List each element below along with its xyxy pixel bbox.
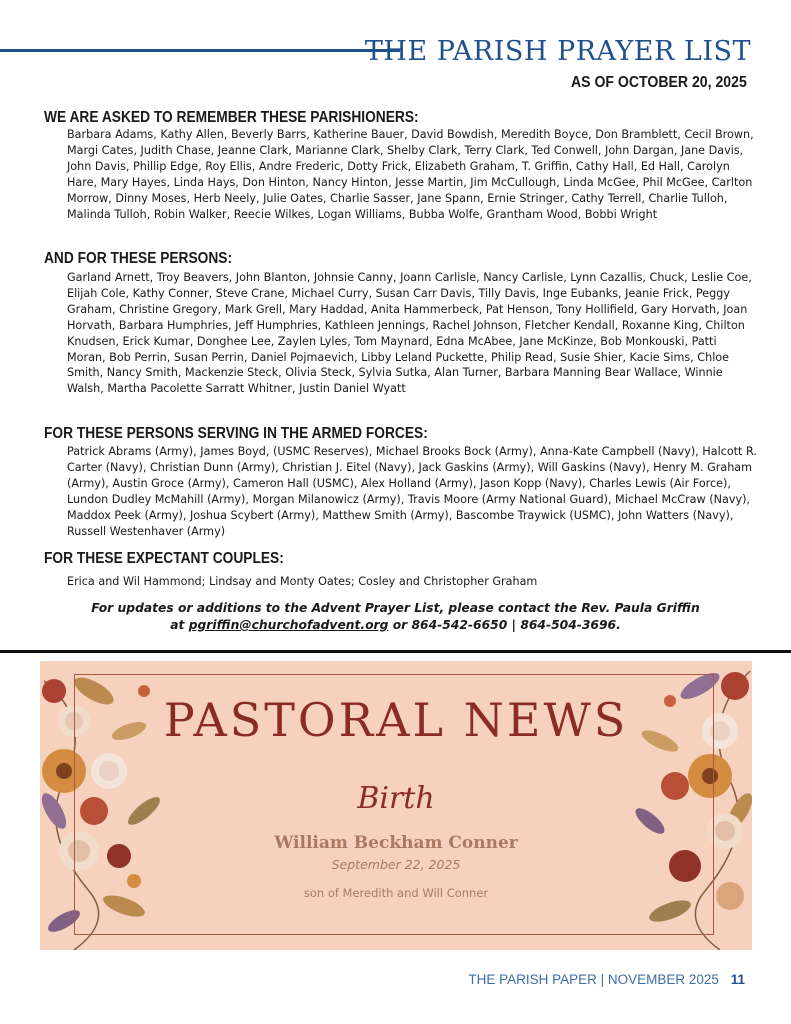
section-body-armed-forces: Patrick Abrams (Army), James Boyd, (USMC Reserves), Michael Brooks Bock (Army), Anna-Kate Campbell (Navy), Halcott R. Carter (Navy), Christian Dunn (Army), Christian J. Eitel (Navy), Jack Gaskins (Army), Will Gaskins (Navy), Henry M. Graham (Army), Austin Groce (Army), Cameron Hall (USMC), Alex Holland (Army), Jason Kopp (Navy), Charles Lewis (Air Force), Lundon Dudley McMahill (Army), Morgan Milanowicz (Army), Travis Moore (Army National Guard), Michael McCraw (Navy), Maddox Peek (Army), Joshua Scybert (Army), Matthew Smith (Army), Bascombe Traywick (USMC), John Watters (Navy), Russell Westenhaver (Army)	[67, 445, 757, 538]
section-body-expectant-couples: Erica and Wil Hammond; Lindsay and Monty Oates; Cosley and Christopher Graham	[67, 575, 538, 588]
contact-line-1: For updates or additions to the Advent Prayer List, please contact the Rev. Paula Griffin	[91, 601, 700, 615]
section-heading-parishioners: WE ARE ASKED TO REMEMBER THESE PARISHIONERS:	[44, 109, 419, 126]
section-heading-expectant-couples: FOR THESE EXPECTANT COUPLES:	[44, 550, 284, 567]
section-heading-persons: AND FOR THESE PERSONS:	[44, 250, 233, 267]
contact-phones: or 864-542-6650 | 864-504-3696.	[392, 618, 621, 632]
page-title: THE PARISH PRAYER LIST	[364, 36, 751, 67]
pastoral-news-title: PASTORAL NEWS	[163, 693, 629, 747]
contact-line-2	[0, 617, 791, 634]
page-number: 11	[730, 972, 745, 987]
birth-date: September 22, 2025	[331, 857, 461, 872]
child-name: William Beckham Conner	[274, 833, 518, 853]
contact-at: at	[170, 618, 185, 632]
pastoral-news-banner	[40, 661, 752, 950]
section-body-parishioners: Barbara Adams, Kathy Allen, Beverly Barrs, Katherine Bauer, David Bowdish, Meredith Boyce, Don Bramblett, Cecil Brown, Margi Cates, Judith Chase, Jeanne Clark, Marianne Clark, Shelby Clark, Terry Clark, Ted Conwell, John Dargan, Jane Davis, John Davis, Phillip Edge, Roy Ellis, Andre Frederic, Dotty Frick, Elizabeth Graham, T. Griffin, Cathy Hall, Ed Hall, Carolyn Hare, Mary Hayes, Linda Hays, Don Hinton, Nancy Hinton, Jesse Martin, Jim McCullough, Linda McGee, Phil McGee, Carlton Morrow, Dinny Moses, Herb Neely, Julie Oates, Charlie Sasser, Jane Spann, Ernie Stringer, Cathy Terrell, Charlie Tulloh, Malinda Tulloh, Robin Walker, Reecie Wilkes, Logan Williams, Bubba Wolfe, Grantham Wood, Bobbi Wright	[67, 128, 754, 221]
child-parents: son of Meredith and Will Conner	[303, 886, 489, 900]
page-footer	[468, 972, 745, 987]
footer-publication: THE PARISH PAPER | NOVEMBER 2025	[468, 972, 719, 987]
top-rule	[0, 49, 400, 52]
contact-note	[0, 600, 791, 634]
birth-subtitle: Birth	[357, 781, 435, 816]
as-of-date: AS OF OCTOBER 20, 2025	[571, 74, 747, 91]
section-heading-armed-forces: FOR THESE PERSONS SERVING IN THE ARMED FORCES:	[44, 425, 428, 442]
contact-email-link[interactable]: pgriffin@churchofadvent.org	[188, 618, 389, 632]
section-divider	[0, 650, 791, 653]
section-body-persons: Garland Arnett, Troy Beavers, John Blanton, Johnsie Canny, Joann Carlisle, Nancy Carlisle, Lynn Cazallis, Chuck, Leslie Coe, Elijah Cole, Kathy Conner, Steve Crane, Michael Curry, Susan Carr Davis, Tilly Davis, Inge Eubanks, Jeanie Frick, Peggy Graham, Christine Gregory, Mark Grell, Mary Haddad, Anita Hammerbeck, Pat Henson, Tony Hollifield, Gary Horvath, Joan Horvath, Barbara Humphries, Jeff Humphries, Kathleen Jennings, Rachel Johnson, Fletcher Kendall, Roxanne King, Chilton Knudsen, Erick Kumar, Donghee Lee, Zaylen Lyles, Tom Maynard, Edna McAbee, Jane McKinze, Bob Monkouski, Patti Moran, Bob Perrin, Susan Perrin, Daniel Pojmaevich, Libby Leland Puckette, Philip Read, Susie Shier, Kacie Sims, Chloe Smith, Nancy Smith, Mackenzie Steck, Olivia Steck, Sylvia Sutka, Alan Turner, Barbara Manning Bear Wallace, Winnie Walsh, Martha Pacolette Sarratt Whitner, Justin Daniel Wyatt	[67, 271, 752, 396]
